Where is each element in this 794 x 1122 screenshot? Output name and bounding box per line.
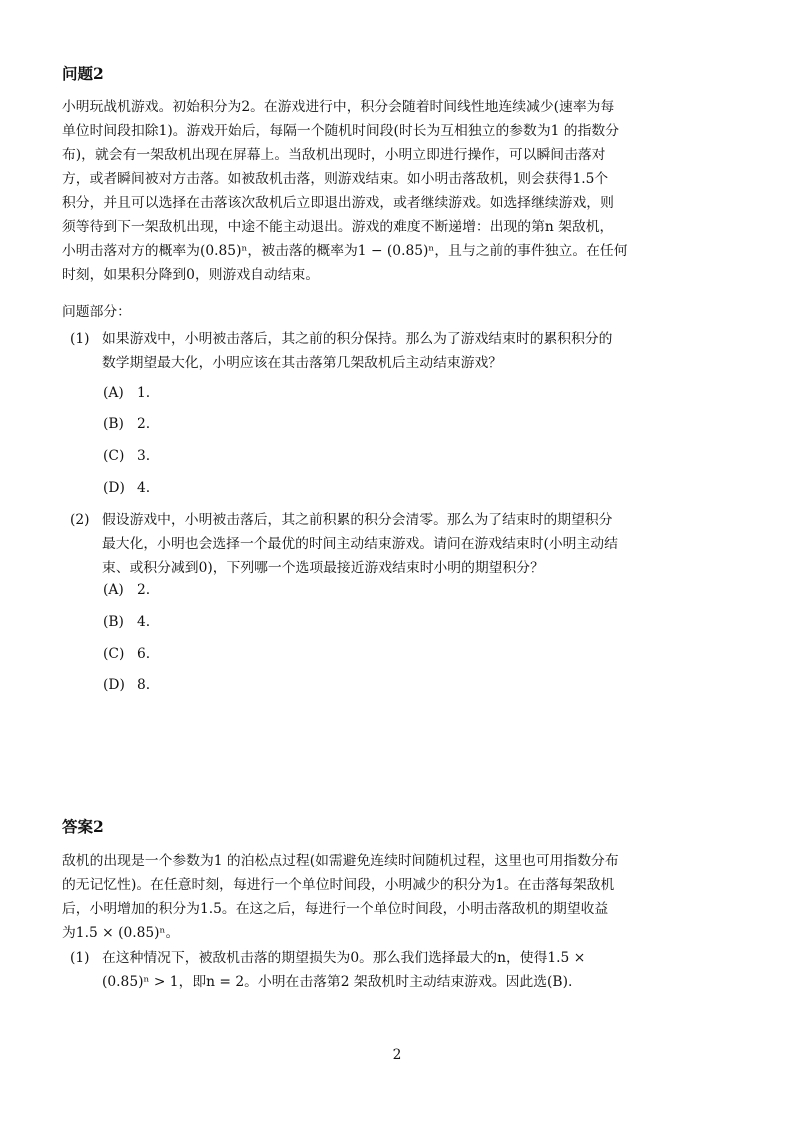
question-text [102,508,734,580]
question-text [102,327,734,375]
text-line: 束、或积分减到0)，下列哪一个选项最接近游戏结束时小明的期望积分？ [102,560,544,576]
problem-intro [62,95,734,287]
option-label: (D) [103,480,125,496]
option-label: (B) [103,614,124,630]
answer-option [103,646,150,662]
text-line: 时刻，如果积分降到0，则游戏自动结束。 [62,267,320,283]
option-text: 6. [137,646,151,662]
answer-option [103,677,150,693]
problem-title: 问题2 [62,64,104,83]
text-line: (0.85)ⁿ > 1，即n = 2。小明在击落第2 架敌机时主动结束游戏。因此选(B). [102,974,573,990]
text-line: 假设游戏中，小明被击落后，其之前积累的积分会清零。那么为了结束时的期望积分 [102,512,613,528]
option-text: 3. [137,448,151,464]
text-line: 敌机的出现是一个参数为1 的泊松点过程(如需避免连续时间随机过程，这里也可用指数分布 [62,853,619,869]
text-line: 后，小明增加的积分为1.5。在这之后，每进行一个单位时间段，小明击落敌机的期望收益 [62,901,609,917]
text-line: 小明击落对方的概率为(0.85)ⁿ，被击落的概率为1 − (0.85)ⁿ，且与之前的事件独立。在任何 [62,243,628,259]
answer-option [103,416,150,432]
answer-part-text [102,946,734,994]
text-line: 在这种情况下，被敌机击落的期望损失为0。那么我们选择最大的n，使得1.5 × [102,950,586,966]
text-line: 方，或者瞬间被对方击落。如被敌机击落，则游戏结束。如小明击落敌机，则会获得1.5个 [62,171,609,187]
option-label: (A) [103,582,124,598]
text-line: 小明玩战机游戏。初始积分为2。在游戏进行中，积分会随着时间线性地连续减少(速率为每 [62,99,615,115]
text-line: 积分，并且可以选择在击落该次敌机后立即退出游戏，或者继续游戏。如选择继续游戏，则 [62,195,614,211]
answer-intro [62,849,734,945]
answer-option [103,582,150,598]
option-label: (A) [103,385,124,401]
answer-option [103,480,150,496]
option-text: 4. [137,614,151,630]
answer-option [103,385,150,401]
option-text: 2. [137,416,151,432]
option-text: 8. [137,677,151,693]
answer-option [103,448,150,464]
option-label: (C) [103,646,125,662]
option-text: 2. [137,582,151,598]
option-label: (C) [103,448,125,464]
option-label: (B) [103,416,124,432]
parts-label: 问题部分： [62,304,131,320]
text-line: 为1.5 × (0.85)ⁿ。 [62,925,180,941]
text-line: 如果游戏中，小明被击落后，其之前的积分保持。那么为了游戏结束时的累积积分的 [102,331,613,347]
answer-part-number: (1) [70,950,90,966]
answer-option [103,614,150,630]
text-line: 单位时间段扣除1)。游戏开始后，每隔一个随机时间段(时长为互相独立的参数为1 的指数分 [62,123,619,139]
text-line: 最大化，小明也会选择一个最优的时间主动结束游戏。请问在游戏结束时(小明主动结 [102,536,618,552]
option-text: 1. [137,385,151,401]
text-line: 须等待到下一架敌机出现，中途不能主动退出。游戏的难度不断递增：出现的第n 架敌机， [62,219,614,235]
text-line: 数学期望最大化，小明应该在其击落第几架敌机后主动结束游戏？ [102,355,503,371]
question-number: (2) [70,512,90,528]
text-line: 的无记忆性)。在任意时刻，每进行一个单位时间段，小明减少的积分为1。在击落每架敌机 [62,877,615,893]
option-label: (D) [103,677,125,693]
page-number: 2 [392,1047,402,1063]
question-number: (1) [70,331,90,347]
option-text: 4. [137,480,151,496]
answer-title: 答案2 [62,817,104,836]
text-line: 布)，就会有一架敌机出现在屏幕上。当敌机出现时，小明立即进行操作，可以瞬间击落对 [62,147,606,163]
